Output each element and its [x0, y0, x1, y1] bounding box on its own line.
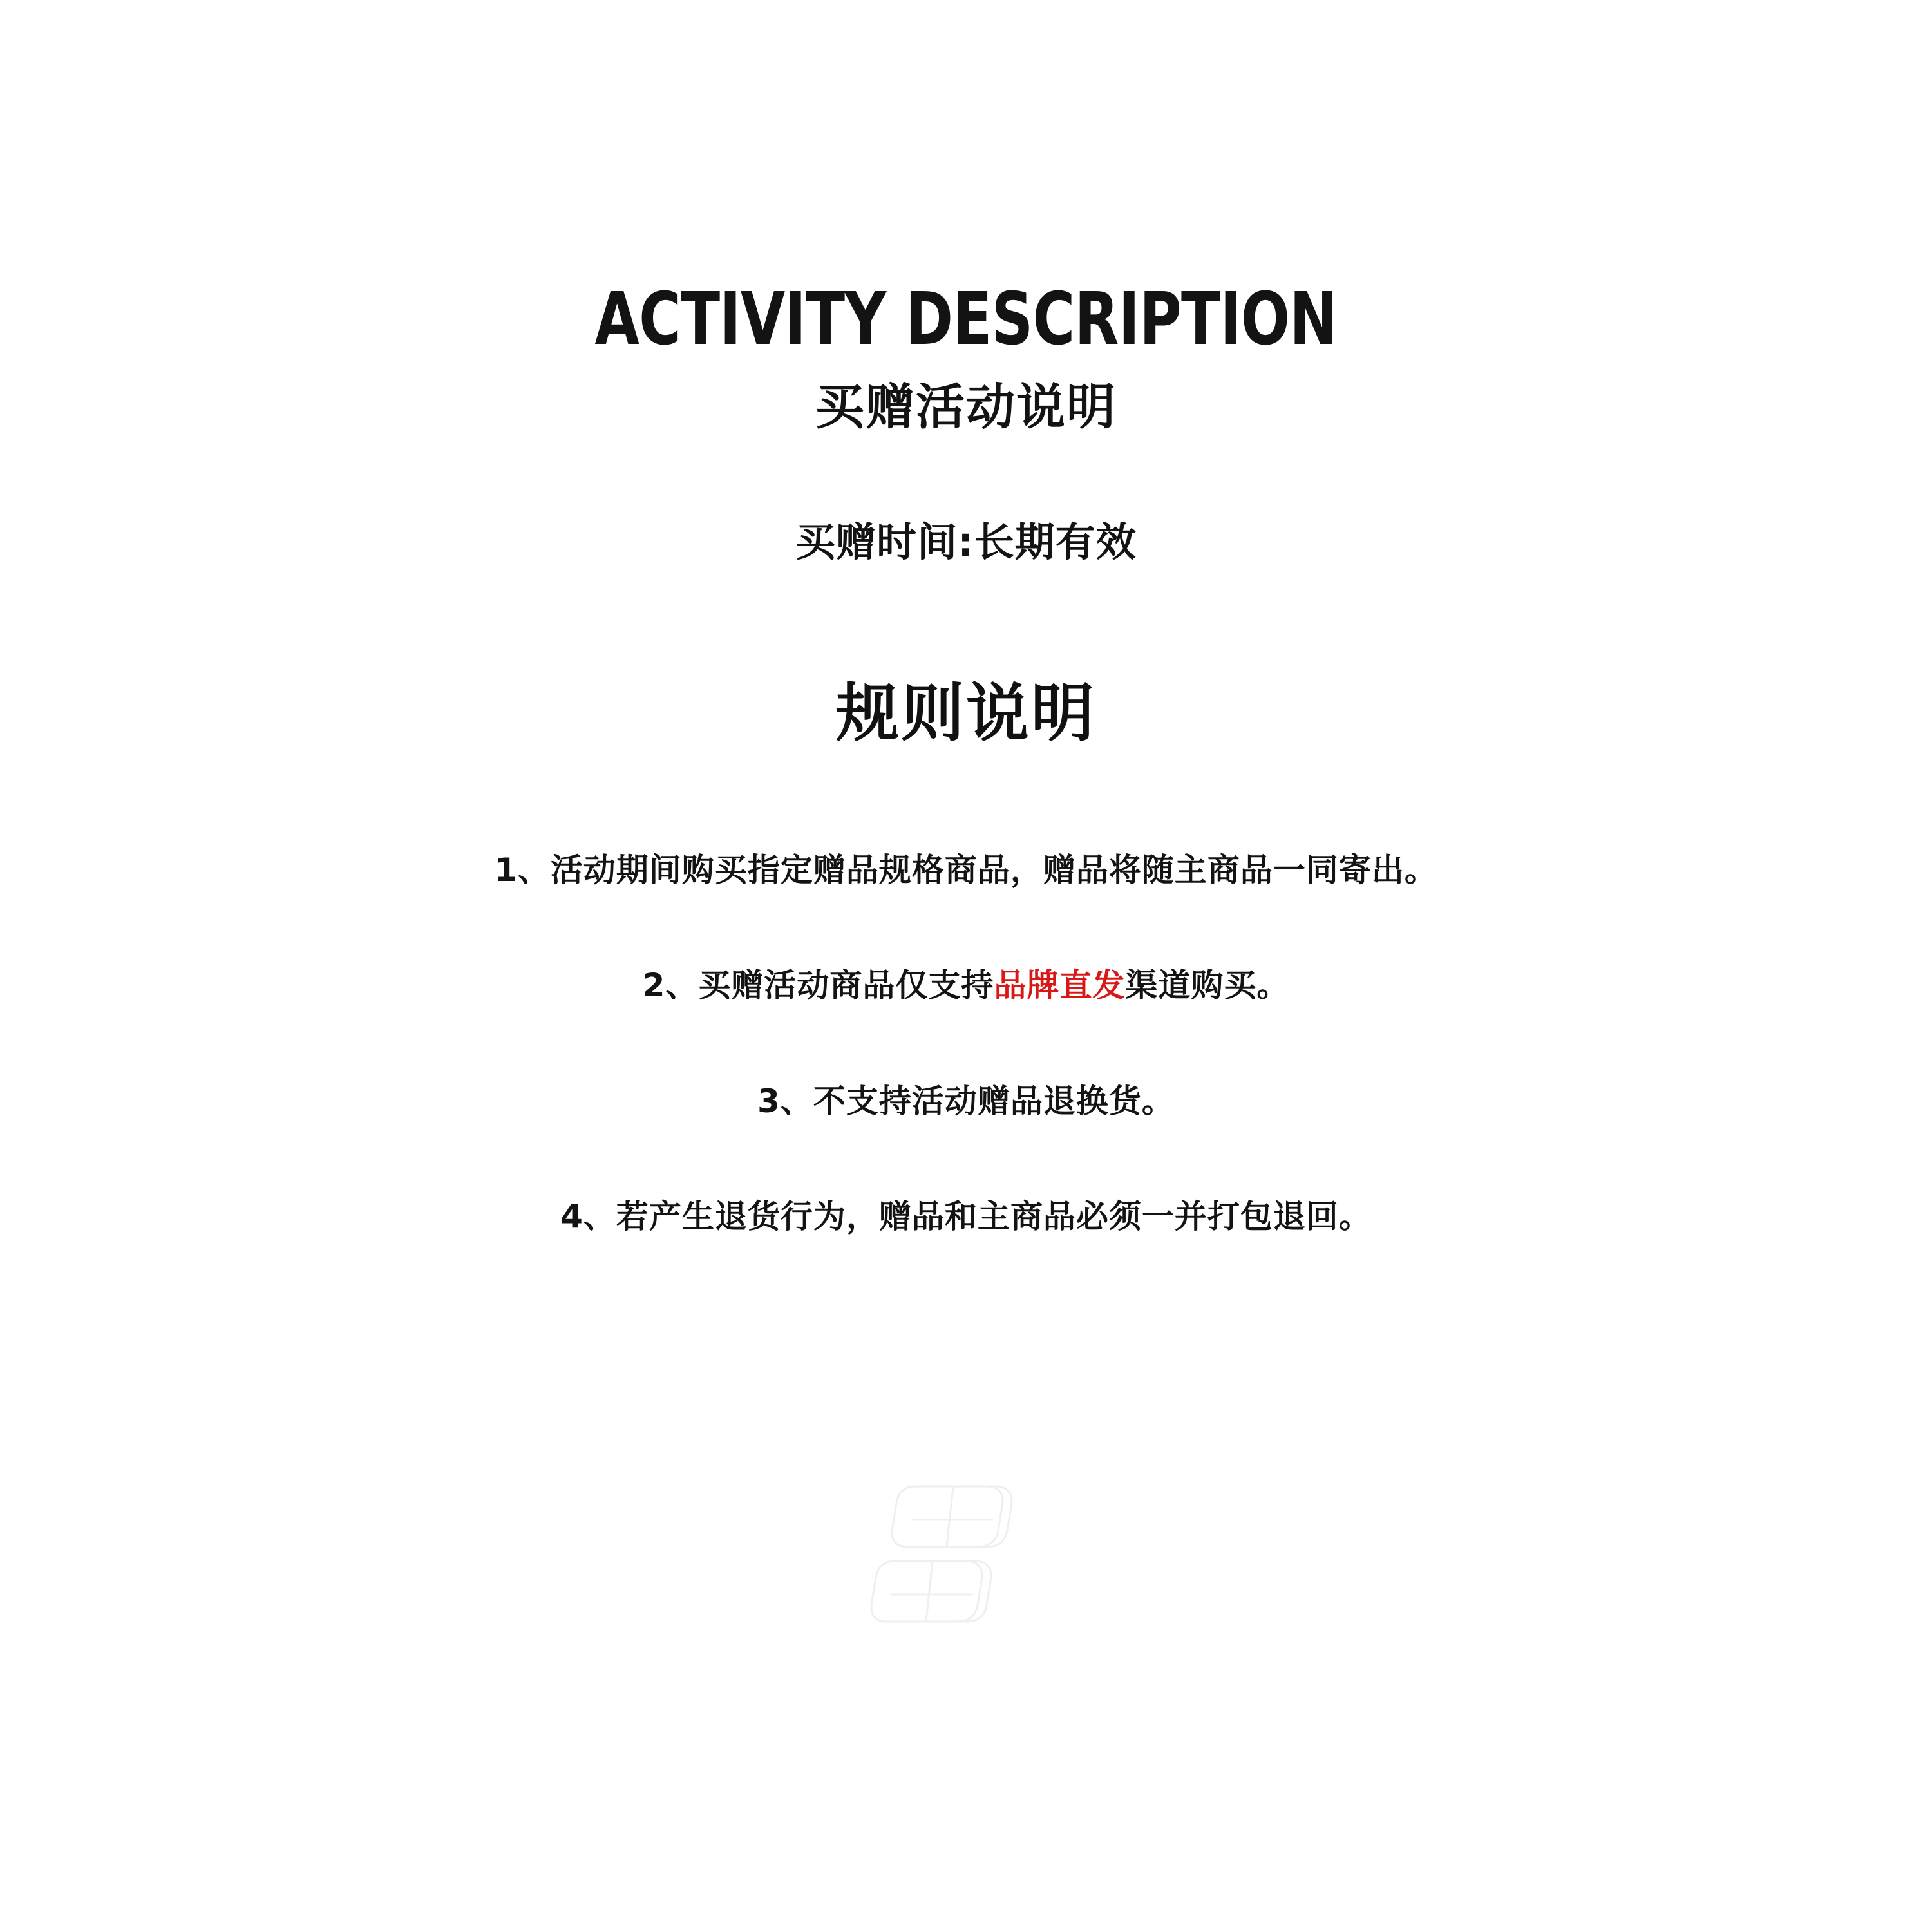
activity-period-text: 买赠时间:长期有效 [795, 518, 1137, 565]
rule-item [643, 964, 1290, 1008]
rule-text-post: 渠道购买。 [1125, 967, 1290, 1005]
rule-item [560, 1195, 1372, 1239]
rule-text-pre: 1、活动期间购买指定赠品规格商品，赠品将随主商品一同寄出。 [495, 851, 1437, 889]
page-title-english: ACTIVITY DESCRIPTION [594, 278, 1338, 361]
header [0, 278, 1932, 435]
rules-list [129, 849, 1803, 1239]
brand-logo-watermark-icon [857, 1481, 1075, 1636]
rule-text-highlight: 品牌直发 [994, 967, 1126, 1005]
rule-item [757, 1080, 1175, 1124]
rules-section-heading: 规则说明 [835, 676, 1096, 750]
page-title-chinese: 买赠活动说明 [815, 378, 1117, 435]
rule-text-pre: 3、不支持活动赠品退换货。 [757, 1082, 1175, 1120]
rule-text-pre: 4、若产生退货行为，赠品和主商品必须一并打包退回。 [560, 1198, 1372, 1236]
rule-text-pre: 2、买赠活动商品仅支持 [642, 967, 994, 1005]
rule-item [495, 849, 1437, 893]
